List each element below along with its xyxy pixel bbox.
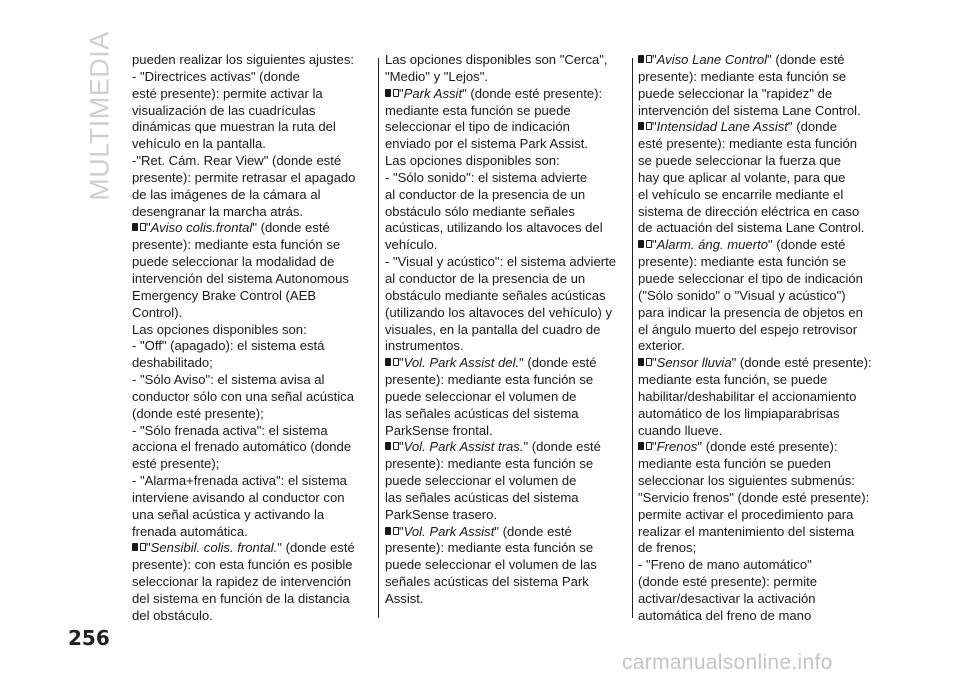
menu-option-icon <box>638 54 652 65</box>
menu-option-desc: " (donde <box>787 119 837 135</box>
text-line: - "Sólo sonido": el sistema advierte <box>385 169 588 185</box>
text-line: dinámicas que muestran la ruta del <box>132 119 336 135</box>
menu-option-name: Aviso Lane Control <box>656 52 768 67</box>
text-line: Emergency Brake Control (AEB <box>132 287 317 303</box>
text-line: permite activar el procedimiento para <box>638 506 854 522</box>
menu-option-name: Sensor lluvia <box>656 355 732 371</box>
text-line: puede seleccionar el tipo de indicación <box>638 270 863 286</box>
column-divider-1 <box>378 58 379 618</box>
text-line: presente): mediante esta función se <box>385 372 594 388</box>
text-line: enviado por el sistema Park Assist. <box>385 136 589 152</box>
text-line: ParkSense frontal. <box>385 422 493 438</box>
menu-option-icon <box>385 526 399 537</box>
text-line: presente): mediante esta función se <box>132 237 341 253</box>
quote-open: " <box>399 85 404 101</box>
text-line: "Medio" y "Lejos". <box>385 68 489 84</box>
text-line: al conductor de la presencia de un <box>385 270 586 286</box>
menu-option-desc: " (donde esté presente): <box>731 355 872 371</box>
menu-option-icon <box>638 121 652 132</box>
text-line: del obstáculo. <box>132 607 213 623</box>
text-line: pueden realizar los siguientes ajustes: <box>132 52 354 67</box>
menu-option-name: Aviso colis.frontal <box>150 220 253 236</box>
text-line: ParkSense trasero. <box>385 506 498 522</box>
text-line: "Servicio frenos" (donde esté presente): <box>638 489 870 505</box>
menu-option-name: Park Assit <box>403 85 463 101</box>
menu-option-icon <box>385 441 399 452</box>
menu-option-icon <box>385 357 399 368</box>
text-line: Las opciones disponibles son: <box>385 153 560 169</box>
text-line: obstáculo mediante señales acústicas <box>385 287 606 303</box>
text-column-2 <box>385 52 623 608</box>
text-line: el ángulo muerto del espejo retrovisor <box>638 321 858 337</box>
text-line: - "Off" (apagado): el sistema está <box>132 338 325 354</box>
text-line: habilitar/deshabilitar el accionamiento <box>638 388 857 404</box>
text-line: acústicas, utilizando los altavoces del <box>385 220 603 236</box>
text-line: ("Sólo sonido" o "Visual y acústico") <box>638 287 846 303</box>
menu-option-desc: " (donde esté presente): <box>697 439 838 455</box>
quote-open: " <box>652 355 657 371</box>
quote-open: " <box>146 540 151 556</box>
section-title-text: MULTIMEDIA <box>84 31 115 201</box>
menu-option-line <box>638 119 878 136</box>
menu-option-icon <box>638 441 652 452</box>
text-line: obstáculo sólo mediante señales <box>385 203 575 219</box>
text-line: presente): mediante esta función se <box>385 456 594 472</box>
text-line: exterior. <box>638 338 685 354</box>
text-line: esté presente): mediante esta función <box>638 136 858 152</box>
text-line: - "Sólo Aviso": el sistema avisa al <box>132 372 325 388</box>
menu-option-name: Vol. Park Assist <box>403 523 495 539</box>
text-line: (donde esté presente): permite <box>638 574 818 590</box>
text-column-3 <box>638 52 878 625</box>
menu-option-icon <box>638 357 652 368</box>
menu-option-line <box>638 237 878 254</box>
quote-open: " <box>652 119 657 135</box>
text-line: automática del freno de mano <box>638 607 812 623</box>
text-line: acciona el frenado automático (donde <box>132 439 352 455</box>
text-line: Control). <box>132 304 183 320</box>
text-line: mediante esta función se puede <box>385 102 571 118</box>
text-line: de frenos; <box>638 540 697 556</box>
menu-option-line <box>385 355 623 372</box>
text-line: - "Alarma+frenada activa": el sistema <box>132 473 347 489</box>
text-line: las señales acústicas del sistema <box>385 405 579 421</box>
menu-option-line <box>132 540 368 557</box>
page-number: 256 <box>68 626 110 650</box>
quote-open: " <box>399 523 404 539</box>
text-line: intervención del sistema Lane Control. <box>638 102 861 118</box>
quote-open: " <box>652 52 657 67</box>
menu-option-line <box>638 52 878 69</box>
text-line: esté presente): permite activar la <box>132 85 323 101</box>
text-line: presente): mediante esta función se <box>638 68 847 84</box>
text-line: seleccionar el tipo de indicación <box>385 119 570 135</box>
menu-option-name: Vol. Park Assist del. <box>403 355 520 371</box>
quote-open: " <box>399 439 404 455</box>
menu-option-desc: " (donde esté <box>519 355 597 371</box>
text-line: conductor sólo con una señal acústica <box>132 388 355 404</box>
text-line: (donde esté presente); <box>132 405 264 421</box>
text-line: visualización de las cuadrículas <box>132 102 316 118</box>
menu-option-icon <box>132 542 146 553</box>
text-line: automático de los limpiaparabrisas <box>638 405 840 421</box>
text-line: puede seleccionar la "rapidez" de <box>638 85 833 101</box>
menu-option-name: Frenos <box>656 439 698 455</box>
menu-option-name: Vol. Park Assist tras. <box>403 439 524 455</box>
text-line: deshabilitado; <box>132 355 213 371</box>
text-line: intervención del sistema Autonomous <box>132 270 349 286</box>
menu-option-name: Intensidad Lane Assist <box>656 119 788 135</box>
text-line: - "Visual y acústico": el sistema advierte <box>385 254 617 270</box>
quote-open: " <box>652 237 657 253</box>
column-divider-2 <box>632 58 633 618</box>
text-line: de actuación del sistema Lane Control. <box>638 220 865 236</box>
text-line: interviene avisando al conductor con <box>132 489 345 505</box>
text-line: Las opciones disponibles son "Cerca", <box>385 52 608 67</box>
menu-option-line <box>638 439 878 456</box>
menu-option-icon <box>132 222 146 233</box>
text-column-1 <box>132 52 368 625</box>
text-line: - "Sólo frenada activa": el sistema <box>132 422 328 438</box>
menu-option-icon <box>385 88 399 99</box>
text-line: de las imágenes de la cámara al <box>132 186 321 202</box>
text-line: desengranar la marcha atrás. <box>132 203 304 219</box>
text-line: Assist. <box>385 591 424 606</box>
quote-open: " <box>652 439 657 455</box>
menu-option-name: Alarm. áng. muerto <box>656 237 768 253</box>
text-line: sistema de dirección eléctrica en caso <box>638 203 860 219</box>
text-line: presente): con esta función es posible <box>132 557 353 573</box>
menu-option-desc: " (donde esté <box>523 439 601 455</box>
quote-open: " <box>399 355 404 371</box>
text-line: instrumentos. <box>385 338 464 354</box>
text-line: puede seleccionar la modalidad de <box>132 254 335 270</box>
text-line: se puede seleccionar la fuerza que <box>638 153 842 169</box>
text-line: vehículo en la pantalla. <box>132 136 266 152</box>
text-line: al conductor de la presencia de un <box>385 186 586 202</box>
text-line: frenada automática. <box>132 523 248 539</box>
menu-option-line <box>385 439 623 456</box>
menu-option-desc: " (donde esté <box>277 540 355 556</box>
text-line: puede seleccionar el volumen de <box>385 473 577 489</box>
section-title <box>82 31 118 201</box>
text-line: una señal acústica y activando la <box>132 506 325 522</box>
text-line: - "Directrices activas" (donde <box>132 68 300 84</box>
menu-option-desc: " (donde esté <box>768 237 846 253</box>
menu-option-icon <box>638 239 652 250</box>
watermark: carmanualsonline.info <box>622 651 833 674</box>
text-line: hay que aplicar al volante, para que <box>638 169 846 185</box>
text-line: activar/desactivar la activación <box>638 591 816 606</box>
text-line: puede seleccionar el volumen de <box>385 388 577 404</box>
text-line: mediante esta función, se puede <box>638 372 828 388</box>
menu-option-line <box>385 86 623 103</box>
text-line: mediante esta función se pueden <box>638 456 831 472</box>
text-line: el vehículo se encarrile mediante el <box>638 186 844 202</box>
text-line: las señales acústicas del sistema <box>385 489 579 505</box>
menu-option-desc: " (donde esté <box>767 52 845 67</box>
text-line: presente): mediante esta función se <box>385 540 594 556</box>
text-line: del sistema en función de la distancia <box>132 591 350 606</box>
text-line: Las opciones disponibles son: <box>132 321 307 337</box>
menu-option-desc: " (donde esté <box>494 523 572 539</box>
quote-open: " <box>146 220 151 236</box>
text-line: seleccionar la rapidez de intervención <box>132 574 352 590</box>
text-line: señales acústicas del sistema Park <box>385 574 589 590</box>
menu-option-desc: " (donde esté presente): <box>462 85 603 101</box>
text-line: realizar el mantenimiento del sistema <box>638 523 855 539</box>
text-line: -"Ret. Cám. Rear View" (donde esté <box>132 153 342 169</box>
menu-option-name: Sensibil. colis. frontal. <box>150 540 278 556</box>
text-line: para indicar la presencia de objetos en <box>638 304 863 320</box>
text-line: - "Freno de mano automático" <box>638 557 812 573</box>
text-line: seleccionar los siguientes submenús: <box>638 473 855 489</box>
text-line: presente): permite retrasar el apagado <box>132 169 356 185</box>
menu-option-line <box>132 220 368 237</box>
text-line: visuales, en la pantalla del cuadro de <box>385 321 601 337</box>
text-line: (utilizando los altavoces del vehículo) y <box>385 304 613 320</box>
text-line: puede seleccionar el volumen de las <box>385 557 597 573</box>
text-line: cuando llueve. <box>638 422 723 438</box>
text-line: vehículo. <box>385 237 438 253</box>
menu-option-line <box>638 355 878 372</box>
menu-option-desc: " (donde esté <box>252 220 330 236</box>
text-line: esté presente); <box>132 456 220 472</box>
text-line: presente): mediante esta función se <box>638 254 847 270</box>
menu-option-line <box>385 524 623 541</box>
